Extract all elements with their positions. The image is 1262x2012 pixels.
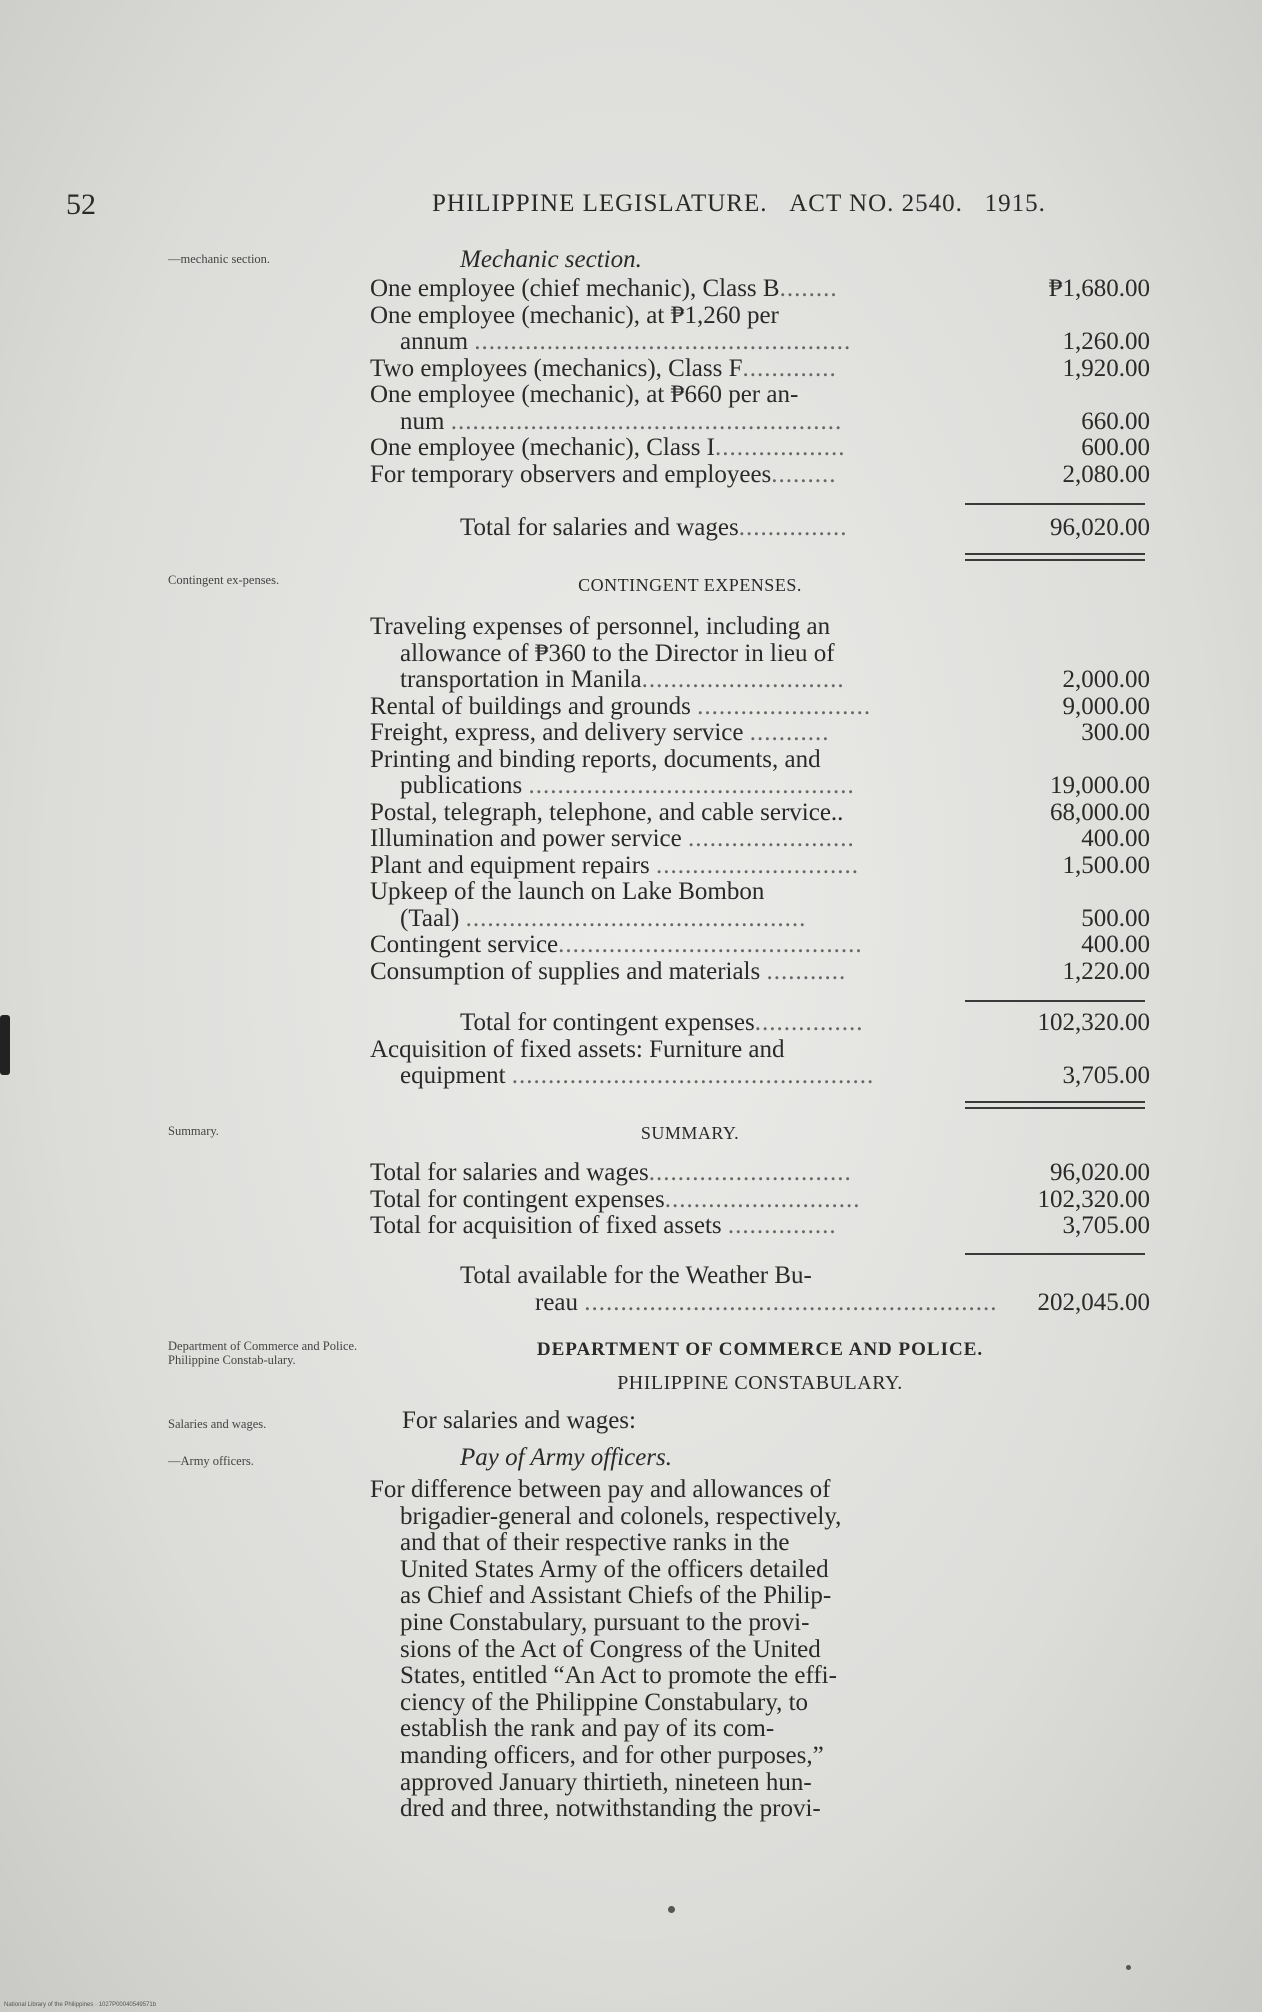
- mechanic-heading: Mechanic section.: [460, 246, 642, 273]
- summary-heading: SUMMARY.: [640, 1123, 740, 1143]
- list-item: Total for contingent expenses........................... 102,320.00: [370, 1185, 1150, 1213]
- list-item: One employee (mechanic), at ₱660 per an- num ...................................................... 660.00: [370, 381, 1150, 435]
- list-item: Illumination and power service ....................... 400.00: [370, 825, 1150, 852]
- running-head: [432, 190, 1046, 218]
- list-item: Postal, telegraph, telephone, and cable service.. 68,000.00: [370, 798, 1150, 826]
- rule: [965, 1000, 1145, 1002]
- list-item: Freight, express, and delivery service ........... 300.00: [370, 719, 1150, 746]
- constabulary-heading: PHILIPPINE CONSTABULARY.: [617, 1372, 903, 1394]
- mechanic-list: [370, 276, 1150, 488]
- salaries-heading: For salaries and wages:: [402, 1407, 636, 1434]
- speck: [1126, 1965, 1131, 1970]
- summary-list: [370, 1160, 1150, 1240]
- margin-note-mechanic: —mechanic section.: [168, 252, 271, 266]
- running-title: PHILIPPINE LEGISLATURE.: [432, 190, 768, 217]
- page-number: 52: [66, 188, 96, 221]
- rule: [965, 503, 1145, 505]
- list-item: One employee (chief mechanic), Class B........ ₱1,680.00: [370, 275, 1150, 302]
- grand-total: 202,045.00: [1037, 1288, 1150, 1316]
- edge-mark: [0, 1015, 10, 1075]
- army-heading: Pay of Army officers.: [460, 1444, 672, 1471]
- mechanic-total: Total for salaries and wages............... 96,020.00: [460, 514, 1150, 541]
- list-item: Contingent service.......................................... 400.00: [370, 931, 1150, 958]
- department-heading: DEPARTMENT OF COMMERCE AND POLICE.: [536, 1339, 984, 1360]
- act-number: ACT NO. 2540.: [789, 190, 963, 217]
- list-item: Total for salaries and wages............................ 96,020.00: [370, 1159, 1150, 1186]
- total-amount: 96,020.00: [1050, 514, 1150, 541]
- footer-text: National Library of the Philippines · 1027P00040549571b: [4, 2002, 157, 2008]
- summary-total: Total available for the Weather Bu- reau ......................................................... 202,045.00: [460, 1262, 1150, 1316]
- rule: [965, 1253, 1145, 1255]
- margin-note-department: Department of Commerce and Police. Philippine Constab-ulary.: [168, 1339, 358, 1367]
- list-item: Traveling expenses of personnel, including an allowance of ₱360 to the Director in lieu of transportation in Manila............................ 2,000.00: [370, 613, 1150, 693]
- speck: [668, 1906, 675, 1913]
- acquisition-item: Acquisition of fixed assets: Furniture and equipment .................................................. 3,705.00: [370, 1035, 1150, 1089]
- list-item: For temporary observers and employees......... 2,080.00: [370, 460, 1150, 488]
- list-item: Two employees (mechanics), Class F............. 1,920.00: [370, 354, 1150, 382]
- margin-note-salaries: Salaries and wages.: [168, 1417, 267, 1431]
- double-rule: [965, 1101, 1145, 1109]
- list-item: Plant and equipment repairs ............................ 1,500.00: [370, 851, 1150, 879]
- margin-note-army: —Army officers.: [168, 1454, 254, 1468]
- contingent-list: [370, 614, 1150, 985]
- list-item: Upkeep of the launch on Lake Bombon (Taal) ............................................... 500.00: [370, 878, 1150, 932]
- list-item: Consumption of supplies and materials ........... 1,220.00: [370, 957, 1150, 985]
- total-label: Total for salaries and wages: [460, 514, 739, 541]
- double-rule: [965, 553, 1145, 561]
- list-item: Printing and binding reports, documents, and publications ............................................. 19,000.00: [370, 745, 1150, 799]
- list-item: Rental of buildings and grounds ........................ 9,000.00: [370, 692, 1150, 720]
- margin-note-summary: Summary.: [168, 1124, 219, 1138]
- contingent-heading: CONTINGENT EXPENSES.: [578, 575, 802, 595]
- list-item: One employee (mechanic), Class I.................. 600.00: [370, 434, 1150, 461]
- total-label: Total for contingent expenses: [460, 1009, 755, 1036]
- contingent-total: Total for contingent expenses............... 102,320.00 Acquisition of fixed assets: Furniture and equipment .................................................. 3,705.00: [370, 1009, 1150, 1089]
- list-item: One employee (mechanic), at ₱1,260 per annum .................................................... 1,260.00: [370, 301, 1150, 355]
- year: 1915.: [984, 190, 1046, 217]
- margin-note-contingent: Contingent ex-penses.: [168, 573, 280, 587]
- total-amount: 102,320.00: [1037, 1009, 1150, 1036]
- army-paragraph: For difference between pay and allowances of brigadier-general and colonels, respectively, and that of their respective ranks in the United States Army of the officers detailed as Chief and Assistant Chiefs of the Philip- pine Constabulary, pursuant to the provi- sions of the Act of Congress of the United States, entitled “An Act to promote the effi- ciency of the Philippine Constabulary, to establish the rank and pay of its com- manding officers, and for other purposes,” approved January thirtieth, nineteen hun- dred and three, notwithstanding the provi-: [370, 1476, 842, 1823]
- list-item: Total for acquisition of fixed assets ............... 3,705.00: [370, 1212, 1150, 1239]
